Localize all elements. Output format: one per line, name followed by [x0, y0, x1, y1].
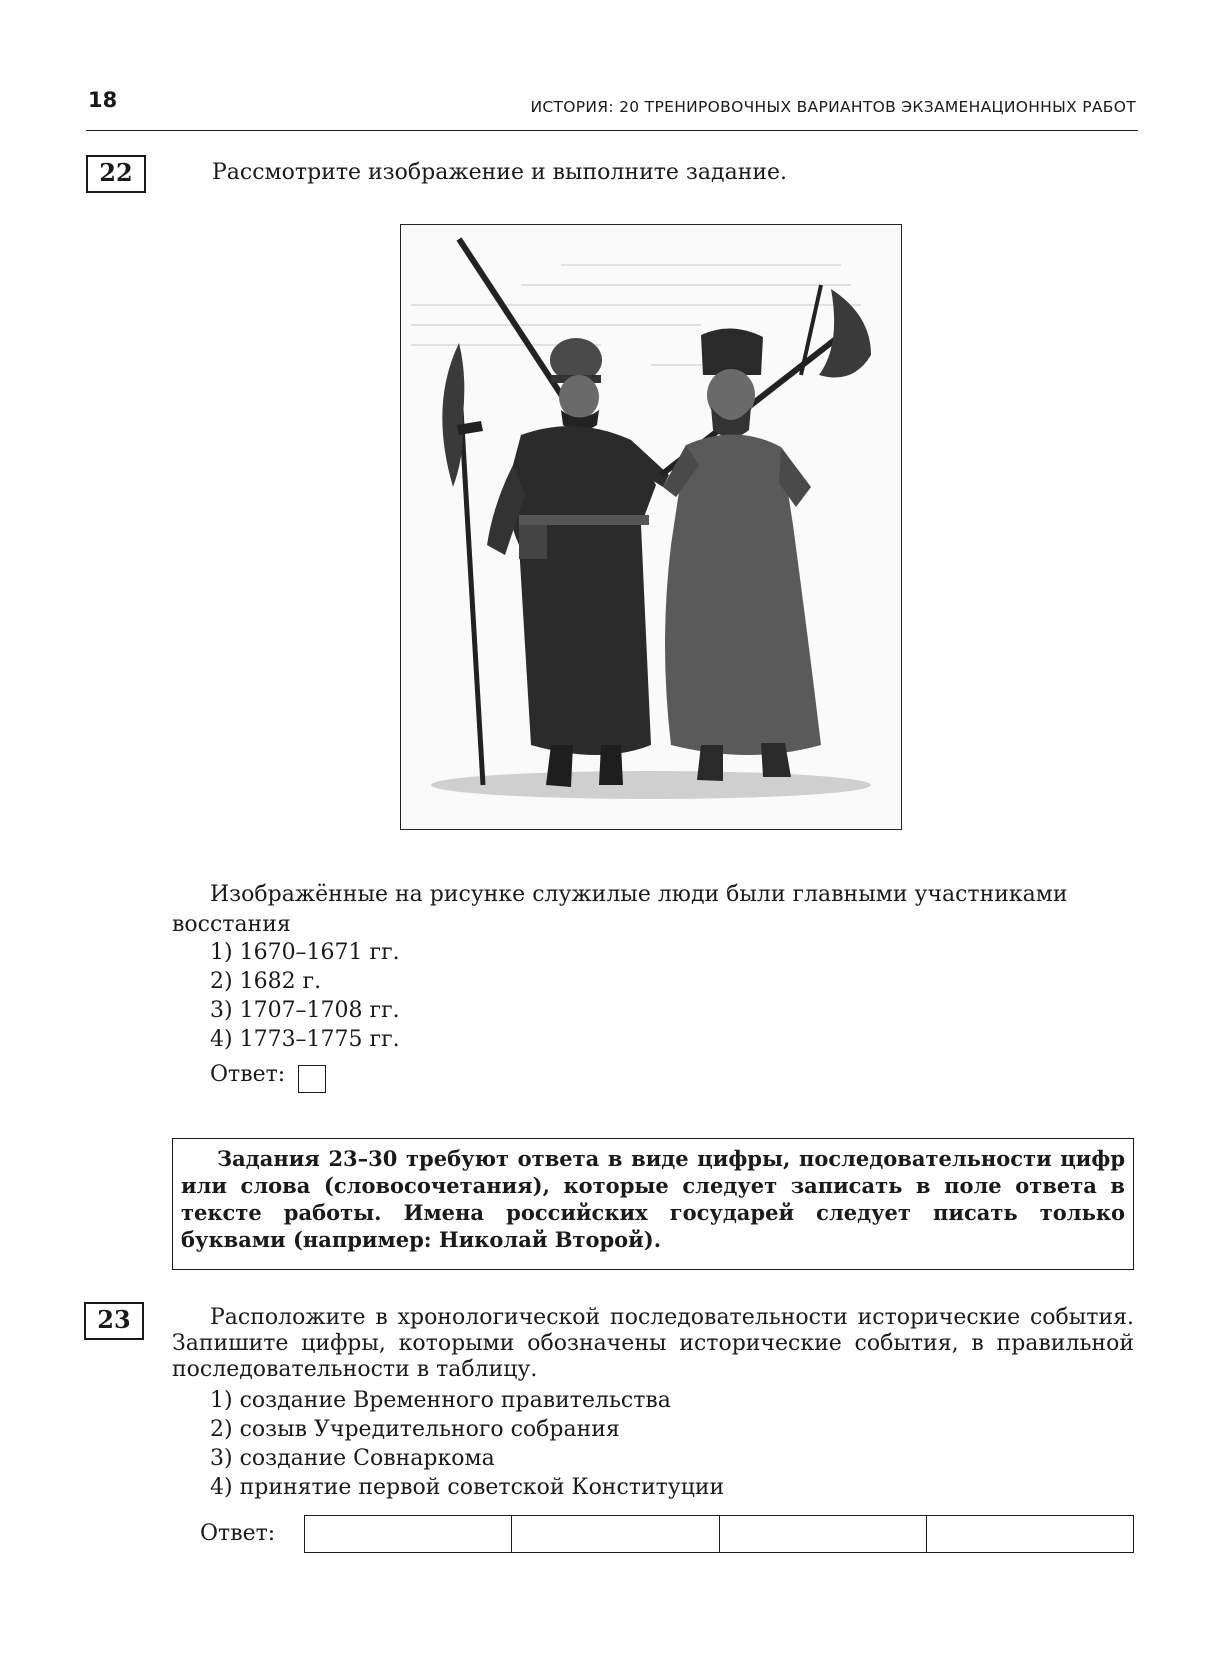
task-22-option-3: 3) 1707–1708 гг.: [210, 998, 400, 1023]
task-22-question: Изображённые на рисунке служилые люди были главными участниками восстания: [172, 882, 1068, 937]
task-22-answer-label: Ответ:: [210, 1062, 286, 1087]
answer-cell-3[interactable]: [720, 1516, 927, 1552]
instructions-note-text: Задания 23–30 требуют ответа в виде цифры, последовательности цифр или слова (словосочетания), которые следует записать в поле ответа в тексте работы. Имена российских государей следует писать только буквами (например: Николай Второй).: [181, 1146, 1125, 1252]
task-23-option-3: 3) создание Совнаркома: [210, 1446, 495, 1471]
task-23-option-1: 1) создание Временного правительства: [210, 1388, 671, 1413]
task-22-options: [210, 938, 400, 1054]
header-rule: [86, 130, 1138, 131]
streltsy-drawing: [401, 225, 902, 830]
task-22-option-4: 4) 1773–1775 гг.: [210, 1027, 400, 1052]
task-23-number: 23: [84, 1302, 144, 1340]
task-22-option-2: 2) 1682 г.: [210, 969, 322, 994]
task-22-answer-box[interactable]: [298, 1065, 326, 1093]
task-22-instruction: Рассмотрите изображение и выполните задание.: [212, 160, 788, 185]
task-22-option-1: 1) 1670–1671 гг.: [210, 940, 400, 965]
answer-cell-2[interactable]: [512, 1516, 719, 1552]
task-23-option-2: 2) созыв Учредительного собрания: [210, 1417, 620, 1442]
illustration-streltsy: [400, 224, 902, 830]
right-figure: [663, 328, 821, 781]
instructions-note-box: [172, 1138, 1134, 1270]
task-22-number: 22: [86, 155, 146, 193]
task-23-answer-table: [304, 1515, 1134, 1553]
task-23-options: [210, 1386, 724, 1502]
left-figure: [487, 338, 669, 787]
running-title: ИСТОРИЯ: 20 ТРЕНИРОВОЧНЫХ ВАРИАНТОВ ЭКЗАМЕНАЦИОННЫХ РАБОТ: [530, 98, 1136, 116]
answer-cell-4[interactable]: [927, 1516, 1133, 1552]
page-number: 18: [88, 88, 118, 112]
task-23-answer-label: Ответ:: [200, 1521, 276, 1546]
answer-cell-1[interactable]: [305, 1516, 512, 1552]
task-23-question: Расположите в хронологической последовательности исторические события. Запишите цифры, которыми обозначены исторические события, в правильной последовательности в таблицу.: [172, 1305, 1134, 1382]
task-23-option-4: 4) принятие первой советской Конституции: [210, 1475, 725, 1500]
